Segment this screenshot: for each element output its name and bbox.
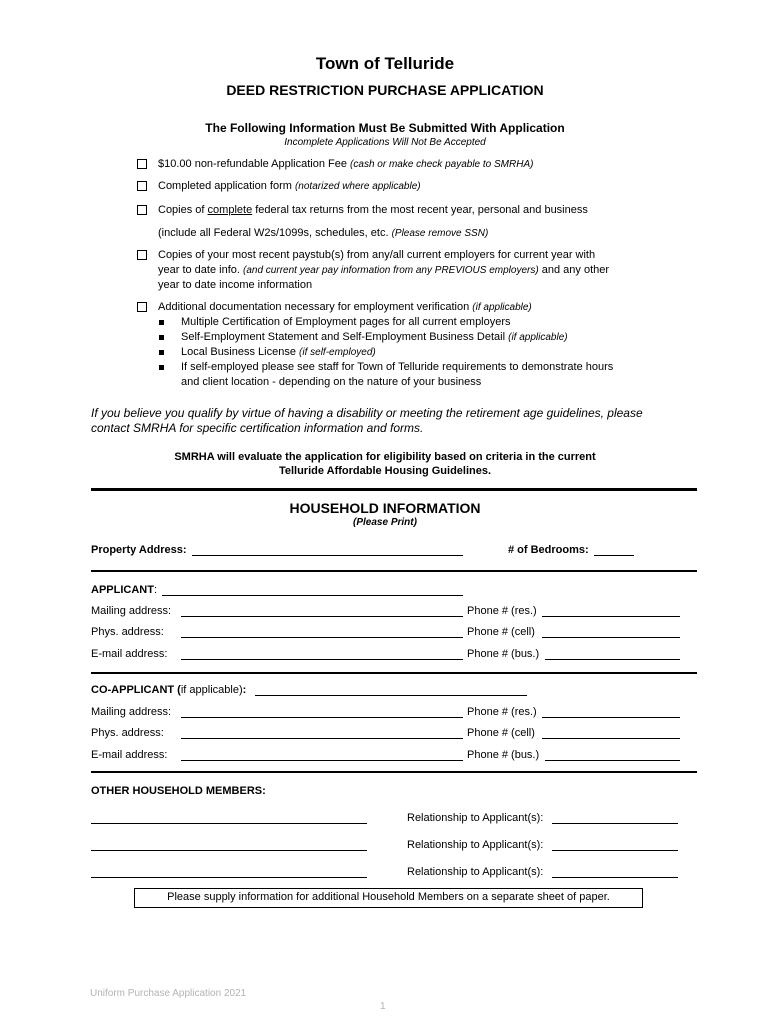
co-applicant-label-text: CO-APPLICANT xyxy=(91,684,175,696)
applicant-label xyxy=(91,584,157,596)
co-applicant-label xyxy=(91,684,246,696)
other-member-name-field[interactable] xyxy=(91,823,367,824)
checklist-item-tax-returns xyxy=(158,204,588,216)
paystub-line2-suffix: and any other xyxy=(541,264,610,276)
paystub-checkbox[interactable] xyxy=(137,250,147,260)
disability-note-line1: If you believe you qualify by virtue of having a disability or meeting the retirement age guidelines, please xyxy=(91,406,643,420)
tax-returns-line2 xyxy=(158,227,488,239)
relationship-field[interactable] xyxy=(552,877,678,878)
applicant-phone-res-field[interactable] xyxy=(542,616,680,617)
bullet-icon xyxy=(159,320,164,325)
employment-text: Additional documentation necessary for employment verification xyxy=(158,301,470,313)
section-divider xyxy=(91,488,697,491)
relationship-field[interactable] xyxy=(552,823,678,824)
co-applicant-name-field[interactable] xyxy=(255,695,527,696)
co-applicant-label-plain: if applicable) xyxy=(180,684,243,696)
applicant-name-field[interactable] xyxy=(162,595,463,596)
form-subtitle: DEED RESTRICTION PURCHASE APPLICATION xyxy=(226,82,544,98)
co-applicant-email-label: E-mail address: xyxy=(91,749,168,761)
submission-requirements-heading: The Following Information Must Be Submitted With Application xyxy=(205,121,565,135)
employment-bullet-1: Multiple Certification of Employment pages for all current employers xyxy=(181,316,511,328)
co-applicant-phone-cell-field[interactable] xyxy=(542,738,680,739)
applicant-phys-field[interactable] xyxy=(181,637,463,638)
fee-note: (cash or make check payable to SMRHA) xyxy=(350,159,534,170)
co-applicant-phone-bus-field[interactable] xyxy=(545,760,680,761)
tax-prefix: Copies of xyxy=(158,204,205,216)
checklist-item-employment xyxy=(158,301,532,313)
section-divider xyxy=(91,672,697,674)
page-title: Town of Telluride xyxy=(315,54,455,73)
fee-text: $10.00 non-refundable Application Fee xyxy=(158,158,347,170)
co-applicant-mailing-field[interactable] xyxy=(181,717,463,718)
section-divider xyxy=(91,771,697,773)
checklist-item-form xyxy=(158,180,421,192)
applicant-email-field[interactable] xyxy=(181,659,463,660)
bullet-2-note: (if applicable) xyxy=(508,332,568,343)
bedrooms-label: # of Bedrooms: xyxy=(508,544,589,556)
applicant-phone-res-label: Phone # (res.) xyxy=(467,605,537,617)
co-applicant-email-field[interactable] xyxy=(181,760,463,761)
tax-suffix: federal tax returns from the most recent year, personal and business xyxy=(255,204,588,216)
bullet-3-text: Local Business License xyxy=(181,346,296,358)
co-applicant-phone-cell-label: Phone # (cell) xyxy=(467,727,535,739)
fee-checkbox[interactable] xyxy=(137,159,147,169)
employment-bullet-4-line1: If self-employed please see staff for Town of Telluride requirements to demonstrate hours xyxy=(181,361,614,373)
applicant-phone-bus-field[interactable] xyxy=(545,659,680,660)
applicant-phys-label: Phys. address: xyxy=(91,626,164,638)
tax-returns-checkbox[interactable] xyxy=(137,205,147,215)
tax-line2: (include all Federal W2s/1099s, schedules, etc. xyxy=(158,227,389,239)
applicant-label-colon: : xyxy=(153,584,158,596)
relationship-label: Relationship to Applicant(s): xyxy=(407,866,544,878)
bedrooms-field[interactable] xyxy=(594,555,634,556)
applicant-mailing-field[interactable] xyxy=(181,616,463,617)
footer-form-name: Uniform Purchase Application 2021 xyxy=(90,988,247,999)
paystub-line3: year to date income information xyxy=(158,279,313,291)
other-member-name-field[interactable] xyxy=(91,877,367,878)
co-applicant-label-colon: : xyxy=(242,684,247,696)
co-applicant-phone-bus-label: Phone # (bus.) xyxy=(467,749,540,761)
employment-bullet-2 xyxy=(181,331,568,343)
applicant-phone-cell-label: Phone # (cell) xyxy=(467,626,535,638)
applicant-label-text: APPLICANT xyxy=(91,584,154,596)
incomplete-applications-note: Incomplete Applications Will Not Be Accepted xyxy=(284,137,486,148)
co-applicant-phys-field[interactable] xyxy=(181,738,463,739)
applicant-phone-bus-label: Phone # (bus.) xyxy=(467,648,540,660)
evaluation-note-line1: SMRHA will evaluate the application for eligibility based on criteria in the current xyxy=(174,451,596,463)
co-applicant-phone-res-field[interactable] xyxy=(542,717,680,718)
other-members-heading: OTHER HOUSEHOLD MEMBERS: xyxy=(91,785,266,797)
co-applicant-phys-label: Phys. address: xyxy=(91,727,164,739)
employment-bullet-3 xyxy=(181,346,376,358)
applicant-email-label: E-mail address: xyxy=(91,648,168,660)
bullet-3-note: (if self-employed) xyxy=(299,347,376,358)
property-address-field[interactable] xyxy=(192,555,463,556)
relationship-label: Relationship to Applicant(s): xyxy=(407,839,544,851)
form-checkbox[interactable] xyxy=(137,181,147,191)
tax-line2-note: (Please remove SSN) xyxy=(391,228,489,239)
bullet-icon xyxy=(159,365,164,370)
employment-checkbox[interactable] xyxy=(137,302,147,312)
property-address-label: Property Address: xyxy=(91,544,187,556)
co-applicant-label-paren: ( xyxy=(177,684,181,696)
evaluation-note-line2: Telluride Affordable Housing Guidelines. xyxy=(278,465,492,477)
employment-bullet-4-line2: and client location - depending on the nature of your business xyxy=(181,376,482,388)
relationship-field[interactable] xyxy=(552,850,678,851)
relationship-label: Relationship to Applicant(s): xyxy=(407,812,544,824)
paystub-line1: Copies of your most recent paystub(s) from any/all current employers for current year with xyxy=(158,249,596,261)
household-heading: HOUSEHOLD INFORMATION xyxy=(289,500,481,516)
form-text: Completed application form xyxy=(158,180,292,192)
checklist-item-fee xyxy=(158,158,533,170)
other-member-name-field[interactable] xyxy=(91,850,367,851)
co-applicant-mailing-label: Mailing address: xyxy=(91,706,172,718)
co-applicant-phone-res-label: Phone # (res.) xyxy=(467,706,537,718)
paystub-line2 xyxy=(158,264,609,276)
tax-underlined: complete xyxy=(207,204,253,216)
paystub-line2-note: (and current year pay information from any PREVIOUS employers) xyxy=(243,265,539,276)
bullet-2-text: Self-Employment Statement and Self-Employment Business Detail xyxy=(181,331,506,343)
form-note: (notarized where applicable) xyxy=(294,181,421,192)
page-number: 1 xyxy=(380,1001,386,1012)
please-print-note: (Please Print) xyxy=(353,517,417,528)
applicant-phone-cell-field[interactable] xyxy=(542,637,680,638)
paystub-line2-prefix: year to date info. xyxy=(158,264,240,276)
applicant-mailing-label: Mailing address: xyxy=(91,605,172,617)
additional-members-note: Please supply information for additional Household Members on a separate sheet of paper. xyxy=(167,891,610,903)
bullet-icon xyxy=(159,350,164,355)
disability-note-line2: contact SMRHA for specific certification information and forms. xyxy=(91,421,424,435)
bullet-icon xyxy=(159,335,164,340)
section-divider xyxy=(91,570,697,572)
employment-note: (if applicable) xyxy=(472,302,532,313)
